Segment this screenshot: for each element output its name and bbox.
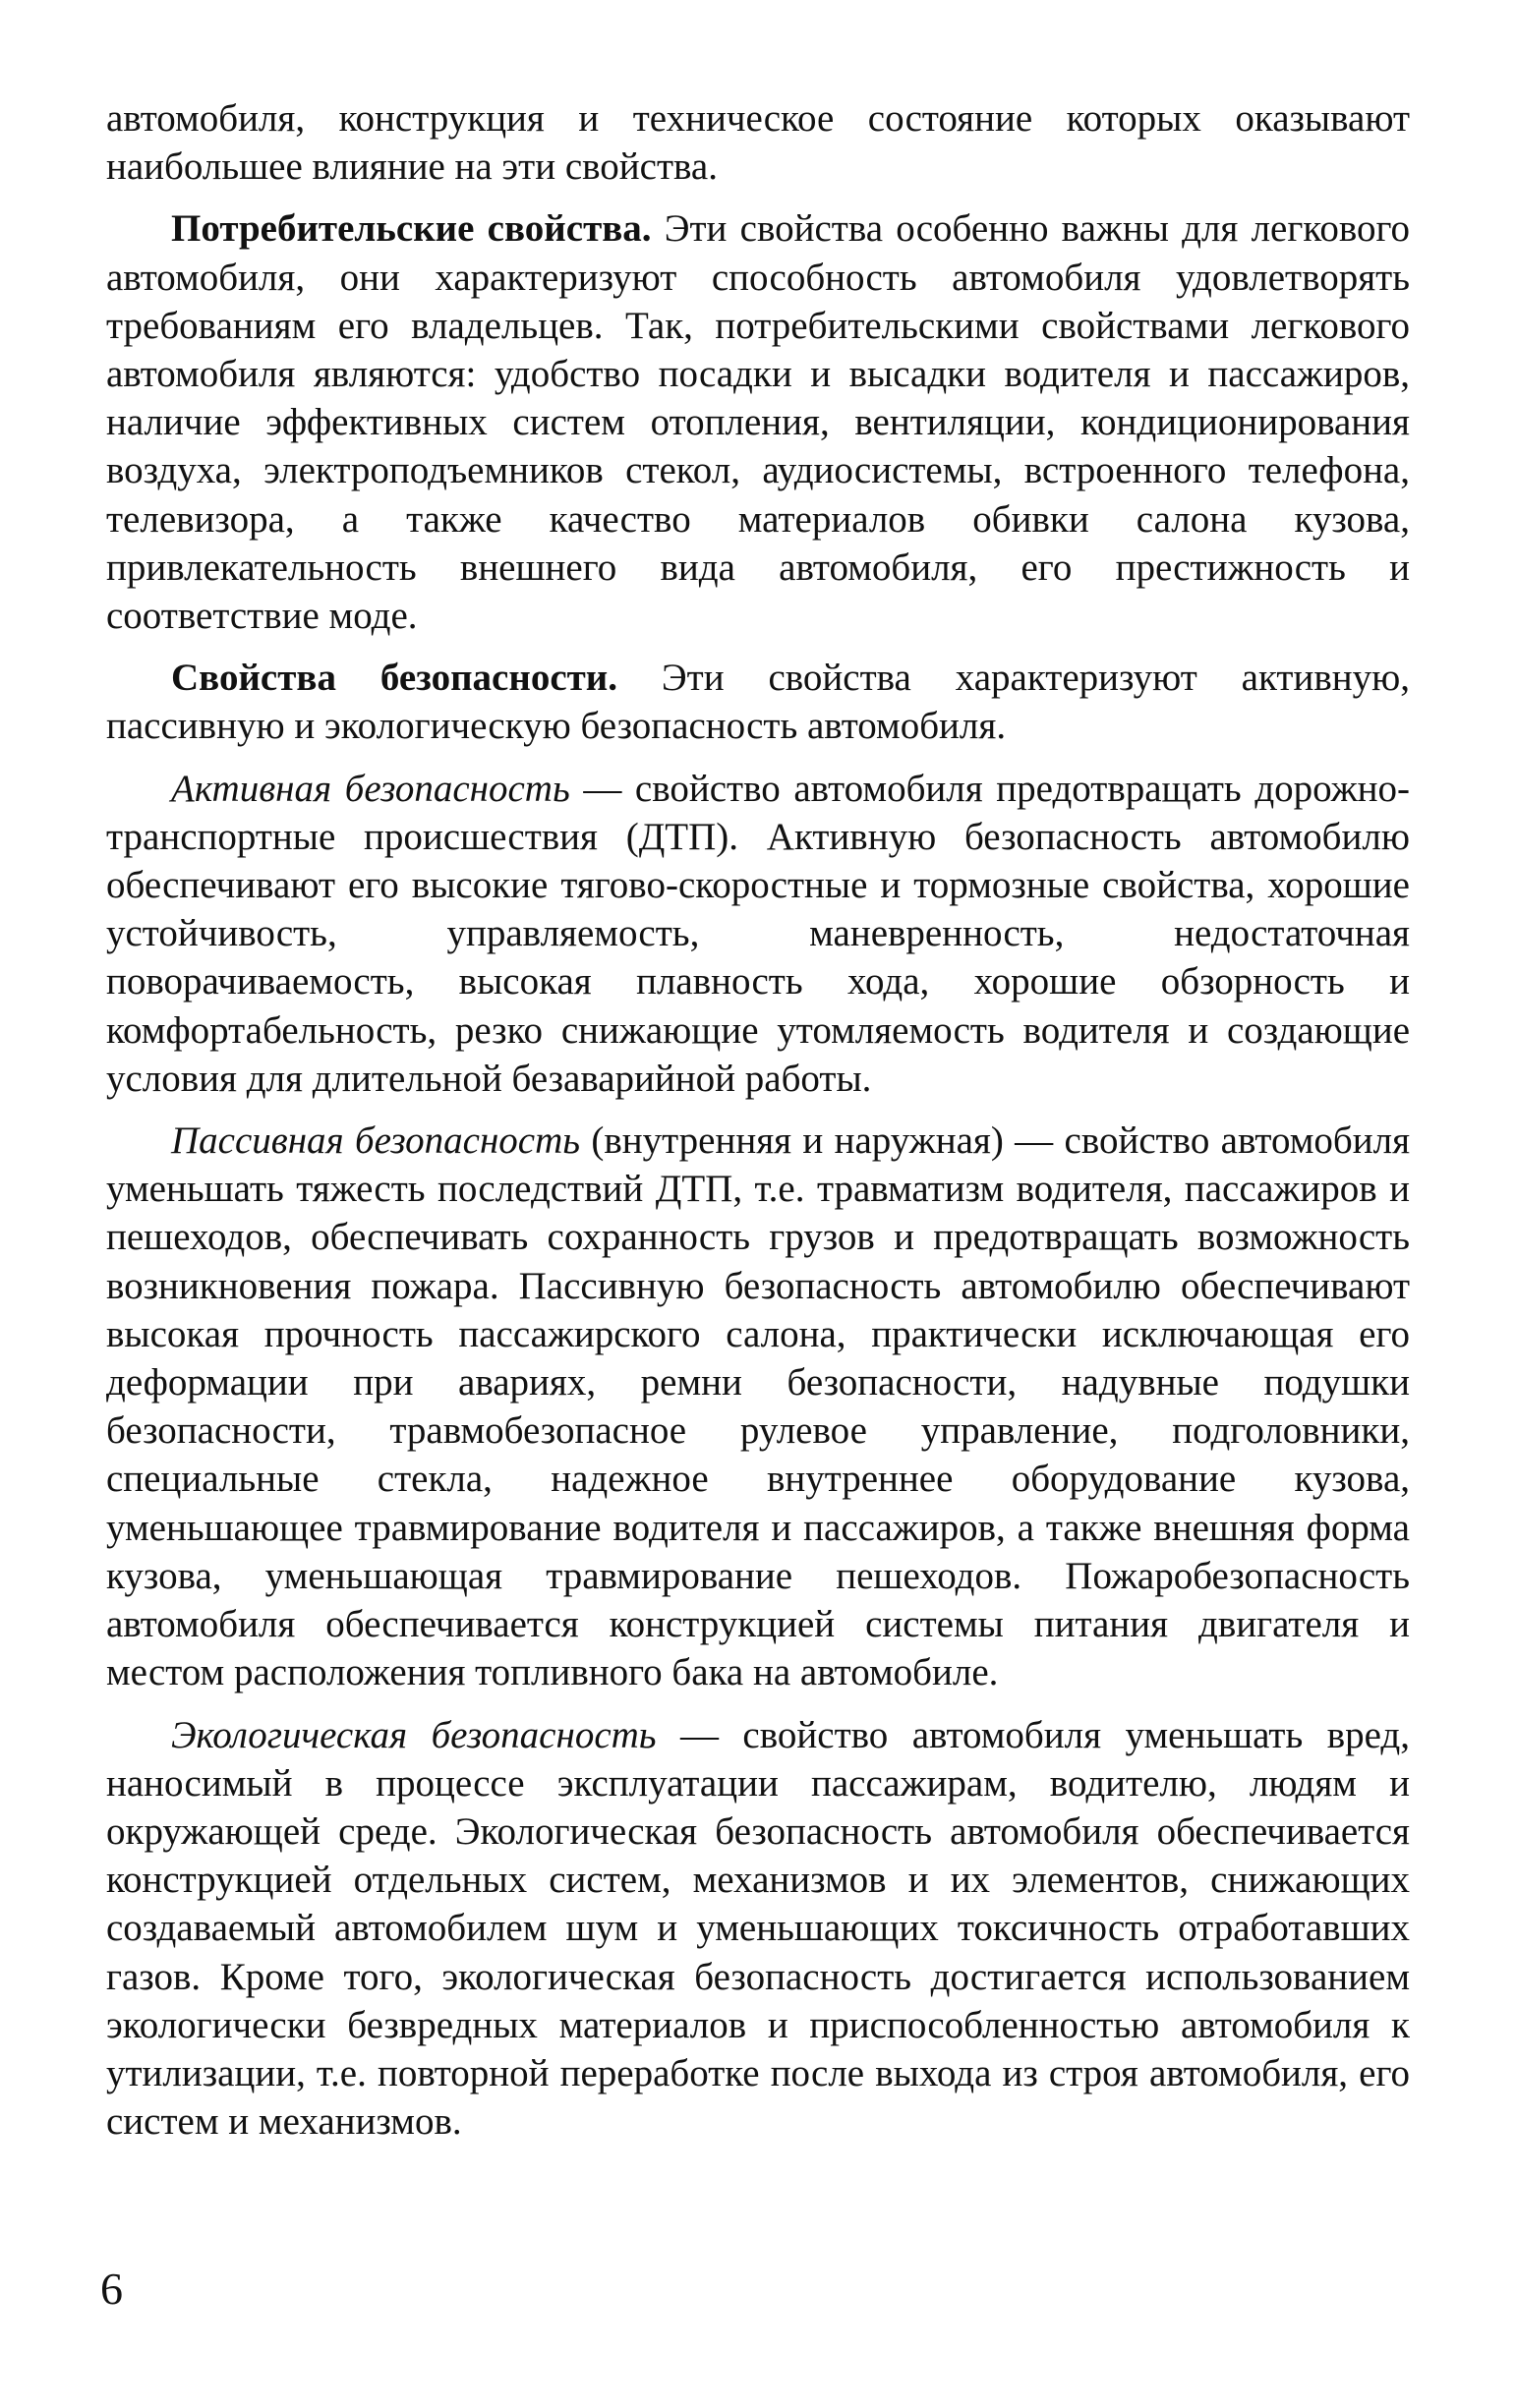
paragraph-continuation [106,94,1410,191]
paragraph-text: — свойство автомобиля уменьшать вред, наносимый в процессе эксплуатации пассажирам, водителю, людям и окружающей среде. Экологическая безопасность автомобиля обеспечивается конструкцией отдельных систем, механизмов и их элементов, снижающих создаваемый автомобилем шум и уменьшающих токсичность отработавших газов. Кроме того, экологическая безопасность достигается использованием экологически безвредных материалов и приспособленностью автомобиля к утилизации, т.е. повторной переработке после выхода из строя автомобиля, его систем и механизмов. [106,1713,1410,2144]
term-passive-safety: Пассивная безопасность [171,1119,581,1163]
page-body [106,94,1410,2146]
paragraph-text: автомобиля, конструкция и техническое состояние которых оказывают наибольшее влияние на эти свойства. [106,97,1410,189]
term-active-safety: Активная безопасность [171,767,570,810]
paragraph-text: — свойство автомобиля предотвращать дорожно-транспортные происшествия (ДТП). Активную безопасность автомобилю обеспечивают его высокие тягово-скоростные и тормозные свойства, хорошие устойчивость, управляемость, маневренность, недостаточная поворачиваемость, высокая плавность хода, хорошие обзорность и комфортабельность, резко снижающие утомляемость водителя и создающие условия для длительной безаварийной работы. [106,767,1410,1100]
page-number: 6 [100,2264,123,2314]
paragraph-consumer-properties [106,204,1410,640]
term-ecological-safety: Экологическая безопасность [171,1713,657,1756]
paragraph-text: Эти свойства особенно важны для легкового автомобиля, они характеризуют способность автомобиля удовлетворять требованиям его владельцев. Так, потребительскими свойствами легкового автомобиля являются: удобство посадки и высадки водителя и пассажиров, наличие эффективных систем отопления, вентиляции, кондиционирования воздуха, электроподъемников стекол, аудиосистемы, встроенного телефона, телевизора, а также качество материалов обивки салона кузова, привлекательность внешнего вида автомобиля, его престижность и соответствие моде. [106,207,1410,638]
paragraph-text: (внутренняя и наружная) — свойство автомобиля уменьшать тяжесть последствий ДТП, т.е. травматизм водителя, пассажиров и пешеходов, обеспечивать сохранность грузов и предотвращать возможность возникновения пожара. Пассивную безопасность автомобилю обеспечивают высокая прочность пассажирского салона, практически исключающая его деформации при авариях, ремни безопасности, надувные подушки безопасности, травмобезопасное рулевое управление, подголовники, специальные стекла, надежное внутреннее оборудование кузова, уменьшающее травмирование водителя и пассажиров, а также внешняя форма кузова, уменьшающая травмирование пешеходов. Пожаробезопасность автомобиля обеспечивается конструкцией системы питания двигателя и местом расположения топливного бака на автомобиле. [106,1119,1411,1694]
paragraph-safety-properties [106,654,1410,750]
paragraph-heading: Свойства безопасности. [171,657,618,700]
paragraph-text: Эти свойства характеризуют активную, пассивную и экологическую безопасность автомобиля. [106,657,1410,748]
paragraph-active-safety [106,765,1410,1103]
paragraph-heading: Потребительские свойства. [171,207,652,251]
paragraph-ecological-safety [106,1711,1410,2147]
paragraph-passive-safety [106,1117,1410,1696]
